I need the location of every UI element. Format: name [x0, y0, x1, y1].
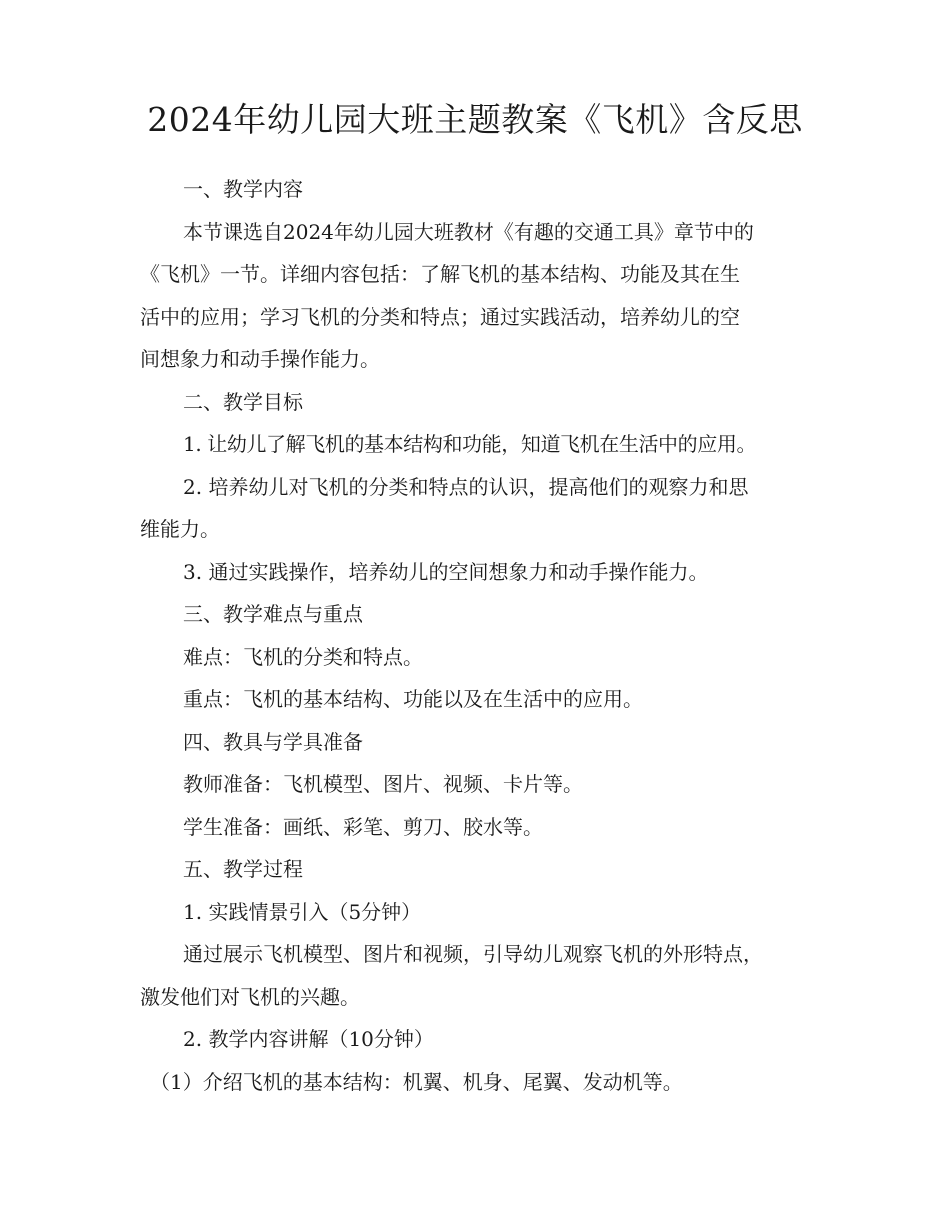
paragraph-line: 本节课选自2024年幼儿园大班教材《有趣的交通工具》章节中的 [183, 219, 754, 244]
paragraph-line: 维能力。 [140, 517, 220, 541]
list-item: （1）介绍飞机的基本结构：机翼、机身、尾翼、发动机等。 [150, 1069, 683, 1094]
list-item: 2. 培养幼儿对飞机的分类和特点的认识，提高他们的观察力和思 [183, 474, 749, 499]
document-body [140, 168, 830, 1103]
paragraph-line: 活中的应用；学习飞机的分类和特点；通过实践活动，培养幼儿的空 [140, 304, 740, 329]
paragraph-line: 学生准备：画纸、彩笔、剪刀、胶水等。 [183, 814, 543, 839]
paragraph-line: 教师准备：飞机模型、图片、视频、卡片等。 [183, 772, 583, 796]
section-heading-process: 五、教学过程 [183, 857, 303, 881]
section-heading-key-points: 三、教学难点与重点 [183, 602, 363, 626]
section-heading-content: 一、教学内容 [183, 177, 303, 201]
list-item: 2. 教学内容讲解（10分钟） [183, 1027, 434, 1051]
paragraph-line: 通过展示飞机模型、图片和视频，引导幼儿观察飞机的外形特点， [183, 942, 763, 966]
document-title: 2024年幼儿园大班主题教案《飞机》含反思 [147, 100, 803, 139]
list-item: 3. 通过实践操作，培养幼儿的空间想象力和动手操作能力。 [183, 559, 709, 584]
paragraph-line: 《飞机》一节。详细内容包括：了解飞机的基本结构、功能及其在生 [140, 262, 740, 286]
paragraph-line: 难点：飞机的分类和特点。 [183, 644, 423, 669]
list-item: 1. 让幼儿了解飞机的基本结构和功能，知道飞机在生活中的应用。 [183, 432, 757, 456]
paragraph-line: 激发他们对飞机的兴趣。 [140, 984, 360, 1009]
section-heading-materials: 四、教具与学具准备 [183, 729, 363, 754]
paragraph-line: 重点：飞机的基本结构、功能以及在生活中的应用。 [183, 687, 643, 711]
paragraph-line: 间想象力和动手操作能力。 [140, 347, 380, 371]
list-item: 1. 实践情景引入（5分钟） [183, 899, 422, 924]
section-heading-objectives: 二、教学目标 [183, 389, 303, 414]
